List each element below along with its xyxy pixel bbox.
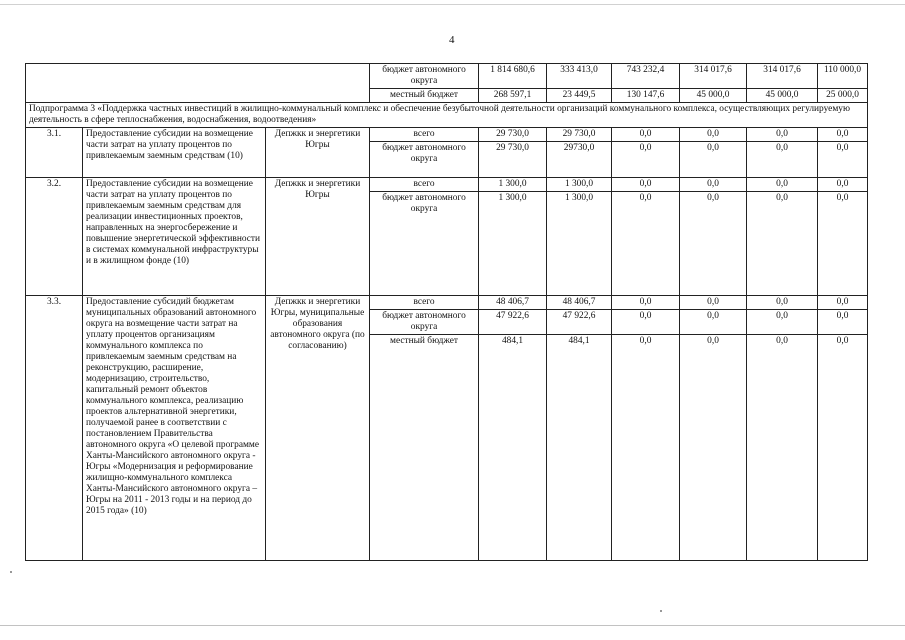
item-description: Предоставление субсидии на возмещение части затрат на уплату процентов по привлекаемым заемным средствам для реализации инвестиционных проектов, направленных на энергосбережение и повышение энергетической эффективности в системах коммунальной инфраструктуры и в жилищном фонде (10) xyxy=(83,178,266,296)
amount-cell: 48 406,7 xyxy=(547,296,612,310)
funding-source: бюджет автономного округа xyxy=(370,192,479,296)
table-row xyxy=(26,178,868,192)
amount-cell: 130 147,6 xyxy=(612,89,680,103)
amount-cell: 0,0 xyxy=(747,192,818,296)
amount-cell: 45 000,0 xyxy=(747,89,818,103)
scan-speck xyxy=(660,610,662,612)
amount-cell: 333 413,0 xyxy=(547,64,612,89)
amount-cell: 0,0 xyxy=(612,178,680,192)
amount-cell: 0,0 xyxy=(818,296,868,310)
funding-source: бюджет автономного округа xyxy=(370,310,479,335)
amount-cell: 314 017,6 xyxy=(747,64,818,89)
amount-cell: 314 017,6 xyxy=(680,64,747,89)
scan-artifact-bottom xyxy=(0,625,905,626)
amount-cell: 1 814 680,6 xyxy=(479,64,547,89)
amount-cell: 110 000,0 xyxy=(818,64,868,89)
item-number: 3.3. xyxy=(26,296,83,561)
item-number: 3.2. xyxy=(26,178,83,296)
amount-cell: 268 597,1 xyxy=(479,89,547,103)
amount-cell: 47 922,6 xyxy=(479,310,547,335)
amount-cell: 0,0 xyxy=(747,128,818,142)
item-executor: Депжкк и энергетики Югры xyxy=(266,128,370,178)
amount-cell: 0,0 xyxy=(612,296,680,310)
scan-speck xyxy=(10,571,12,573)
amount-cell: 0,0 xyxy=(818,335,868,561)
table-row xyxy=(26,128,868,142)
amount-cell: 0,0 xyxy=(612,128,680,142)
amount-cell: 29 730,0 xyxy=(479,142,547,178)
amount-cell: 0,0 xyxy=(680,178,747,192)
amount-cell: 0,0 xyxy=(818,178,868,192)
amount-cell: 0,0 xyxy=(680,296,747,310)
budget-table xyxy=(25,63,868,561)
amount-cell: 1 300,0 xyxy=(479,192,547,296)
subprogram-title: Подпрограмма 3 «Поддержка частных инвестиций в жилищно-коммунальный комплекс и обеспечение безубыточной деятельности организаций коммунального комплекса, осуществляющих регулируемую деятельность в сфере теплоснабжения, водоснабжения, водоотведения» xyxy=(26,103,868,128)
funding-source: всего xyxy=(370,178,479,192)
amount-cell: 484,1 xyxy=(547,335,612,561)
amount-cell: 0,0 xyxy=(612,335,680,561)
amount-cell: 45 000,0 xyxy=(680,89,747,103)
amount-cell: 0,0 xyxy=(680,335,747,561)
amount-cell: 0,0 xyxy=(747,310,818,335)
amount-cell: 29730,0 xyxy=(547,142,612,178)
amount-cell: 1 300,0 xyxy=(479,178,547,192)
amount-cell: 0,0 xyxy=(818,192,868,296)
amount-cell: 0,0 xyxy=(612,142,680,178)
amount-cell: 48 406,7 xyxy=(479,296,547,310)
amount-cell: 23 449,5 xyxy=(547,89,612,103)
amount-cell: 0,0 xyxy=(612,310,680,335)
item-description: Предоставление субсидий бюджетам муниципальных образований автономного округа на возмещение части затрат на уплату процентов организациям коммунального комплекса по привлекаемым заемным средствам на реконструкцию, расширение, модернизацию, строительство, капитальный ремонт объектов коммунального комплекса, реализацию проектов альтернативной энергетики, получаемой ранее в соответствии с постановлением Правительства автономного округа «О целевой программе Ханты-Мансийского автономного округа - Югры «Модернизация и реформирование жилищно-коммунального комплекса Ханты-Мансийского автономного округа – Югры на 2011 - 2013 годы и на период до 2015 года» (10) xyxy=(83,296,266,561)
amount-cell: 0,0 xyxy=(680,128,747,142)
funding-source: бюджет автономного округа xyxy=(370,64,479,89)
amount-cell: 0,0 xyxy=(747,296,818,310)
amount-cell: 47 922,6 xyxy=(547,310,612,335)
amount-cell: 29 730,0 xyxy=(547,128,612,142)
amount-cell: 0,0 xyxy=(747,142,818,178)
subprogram-row xyxy=(26,103,868,128)
table-row xyxy=(26,64,868,89)
funding-source: всего xyxy=(370,296,479,310)
amount-cell: 0,0 xyxy=(747,178,818,192)
amount-cell: 0,0 xyxy=(818,142,868,178)
funding-source: бюджет автономного округа xyxy=(370,142,479,178)
item-executor: Депжкк и энергетики Югры, муниципальные образования автономного округа (по согласованию) xyxy=(266,296,370,561)
amount-cell: 29 730,0 xyxy=(479,128,547,142)
page-number: 4 xyxy=(449,34,455,46)
amount-cell: 0,0 xyxy=(680,310,747,335)
item-description: Предоставление субсидии на возмещение части затрат на уплату процентов по привлекаемым заемным средствам (10) xyxy=(83,128,266,178)
amount-cell: 0,0 xyxy=(680,142,747,178)
amount-cell: 743 232,4 xyxy=(612,64,680,89)
amount-cell: 25 000,0 xyxy=(818,89,868,103)
funding-source: местный бюджет xyxy=(370,89,479,103)
amount-cell: 0,0 xyxy=(818,310,868,335)
empty-cell xyxy=(26,64,370,103)
amount-cell: 484,1 xyxy=(479,335,547,561)
amount-cell: 0,0 xyxy=(612,192,680,296)
scan-artifact-top xyxy=(0,4,905,5)
amount-cell: 0,0 xyxy=(818,128,868,142)
item-number: 3.1. xyxy=(26,128,83,178)
funding-source: всего xyxy=(370,128,479,142)
amount-cell: 1 300,0 xyxy=(547,178,612,192)
amount-cell: 0,0 xyxy=(747,335,818,561)
amount-cell: 1 300,0 xyxy=(547,192,612,296)
table-body xyxy=(26,64,868,561)
funding-source: местный бюджет xyxy=(370,335,479,561)
table-row xyxy=(26,296,868,310)
amount-cell: 0,0 xyxy=(680,192,747,296)
item-executor: Депжкк и энергетики Югры xyxy=(266,178,370,296)
